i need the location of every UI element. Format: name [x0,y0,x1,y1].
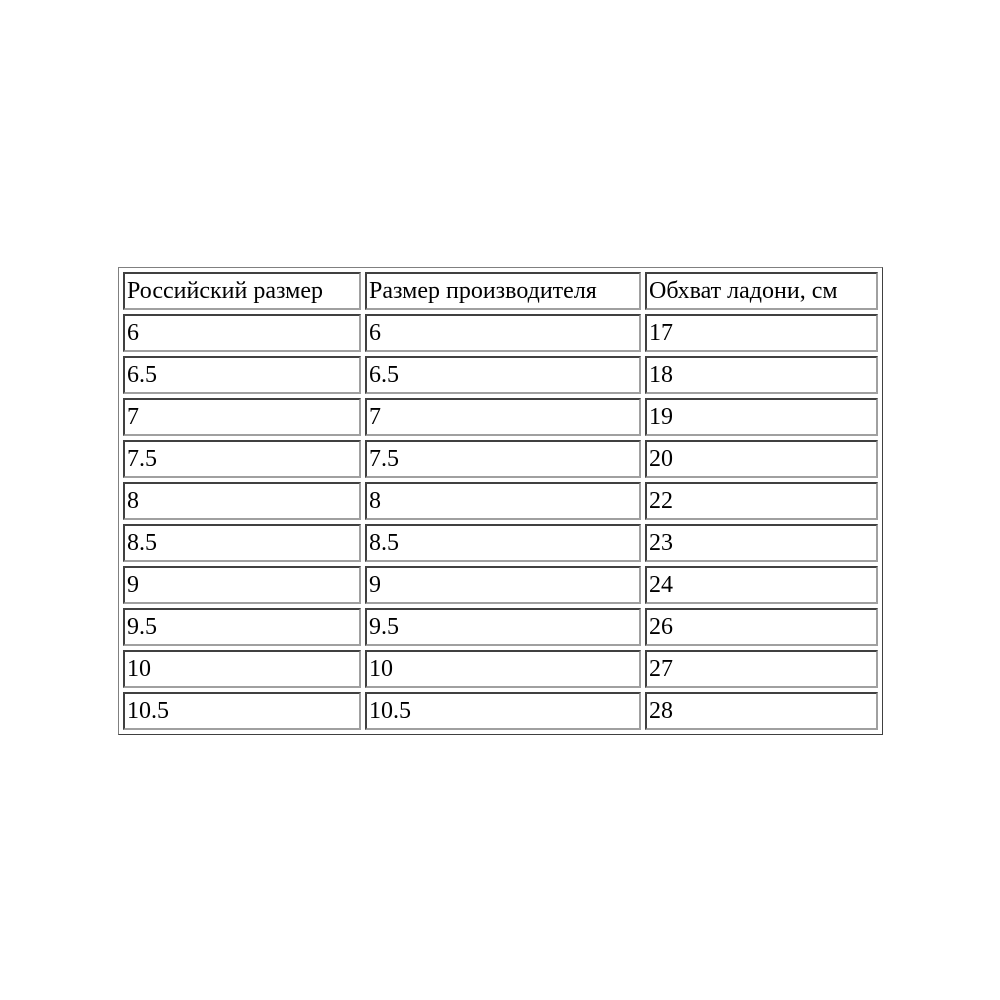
table-row [123,356,878,394]
table-row [123,650,878,688]
cell-palm-girth: 17 [645,314,878,352]
cell-russian-size: 9 [123,566,361,604]
table-row [123,440,878,478]
cell-palm-girth: 22 [645,482,878,520]
size-chart-table [118,267,883,735]
cell-manufacturer-size: 8 [365,482,641,520]
cell-palm-girth: 24 [645,566,878,604]
cell-manufacturer-size: 10 [365,650,641,688]
size-chart-body [123,272,878,730]
cell-palm-girth: 19 [645,398,878,436]
table-row [123,314,878,352]
cell-russian-size: 8 [123,482,361,520]
cell-russian-size: 6 [123,314,361,352]
cell-manufacturer-size: 7.5 [365,440,641,478]
cell-russian-size: 7.5 [123,440,361,478]
table-header-row [123,272,878,310]
cell-russian-size: 10.5 [123,692,361,730]
cell-palm-girth: 23 [645,524,878,562]
header-manufacturer-size: Размер производителя [365,272,641,310]
cell-palm-girth: 28 [645,692,878,730]
cell-russian-size: 8.5 [123,524,361,562]
cell-russian-size: 7 [123,398,361,436]
cell-palm-girth: 27 [645,650,878,688]
cell-palm-girth: 18 [645,356,878,394]
cell-manufacturer-size: 9.5 [365,608,641,646]
table-row [123,566,878,604]
cell-russian-size: 9.5 [123,608,361,646]
table-row [123,608,878,646]
cell-manufacturer-size: 7 [365,398,641,436]
cell-palm-girth: 20 [645,440,878,478]
cell-russian-size: 6.5 [123,356,361,394]
table-row [123,482,878,520]
cell-manufacturer-size: 8.5 [365,524,641,562]
table-row [123,398,878,436]
table-row [123,692,878,730]
cell-russian-size: 10 [123,650,361,688]
table-row [123,524,878,562]
cell-manufacturer-size: 6.5 [365,356,641,394]
header-palm-girth: Обхват ладони, см [645,272,878,310]
cell-manufacturer-size: 10.5 [365,692,641,730]
cell-manufacturer-size: 6 [365,314,641,352]
cell-manufacturer-size: 9 [365,566,641,604]
cell-palm-girth: 26 [645,608,878,646]
header-russian-size: Российский размер [123,272,361,310]
